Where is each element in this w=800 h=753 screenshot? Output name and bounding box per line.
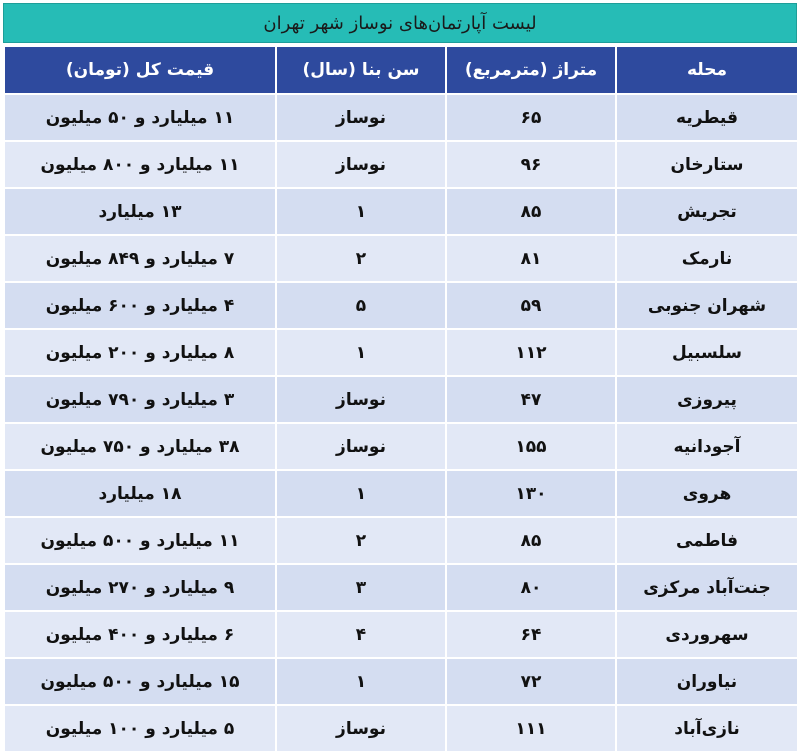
cell-price: ۱۵ میلیارد و ۵۰۰ میلیون bbox=[4, 658, 276, 705]
table-title-text: لیست آپارتمان‌های نوساز شهر تهران bbox=[263, 12, 537, 34]
table-title bbox=[3, 3, 797, 43]
cell-neighborhood: نیاوران bbox=[616, 658, 798, 705]
cell-age: نوساز bbox=[276, 94, 446, 141]
column-header-price: قیمت کل (تومان) bbox=[4, 46, 276, 94]
cell-area: ۸۵ bbox=[446, 517, 616, 564]
cell-neighborhood: تجریش bbox=[616, 188, 798, 235]
cell-price: ۳۸ میلیارد و ۷۵۰ میلیون bbox=[4, 423, 276, 470]
cell-area: ۱۱۲ bbox=[446, 329, 616, 376]
cell-age: ۳ bbox=[276, 564, 446, 611]
table-row bbox=[4, 235, 798, 282]
cell-area: ۵۹ bbox=[446, 282, 616, 329]
cell-age: ۱ bbox=[276, 658, 446, 705]
table-row bbox=[4, 564, 798, 611]
cell-price: ۸ میلیارد و ۲۰۰ میلیون bbox=[4, 329, 276, 376]
cell-neighborhood: آجودانیه bbox=[616, 423, 798, 470]
column-header-area: متراژ (مترمربع) bbox=[446, 46, 616, 94]
table-row bbox=[4, 282, 798, 329]
cell-age: ۱ bbox=[276, 329, 446, 376]
cell-price: ۳ میلیارد و ۷۹۰ میلیون bbox=[4, 376, 276, 423]
apartments-table bbox=[3, 45, 799, 753]
cell-area: ۸۱ bbox=[446, 235, 616, 282]
cell-age: نوساز bbox=[276, 376, 446, 423]
cell-price: ۴ میلیارد و ۶۰۰ میلیون bbox=[4, 282, 276, 329]
table-row bbox=[4, 470, 798, 517]
table-row bbox=[4, 329, 798, 376]
cell-neighborhood: سلسبیل bbox=[616, 329, 798, 376]
column-header-age: سن بنا (سال) bbox=[276, 46, 446, 94]
cell-area: ۹۶ bbox=[446, 141, 616, 188]
cell-age: ۵ bbox=[276, 282, 446, 329]
table-row bbox=[4, 94, 798, 141]
cell-neighborhood: ستارخان bbox=[616, 141, 798, 188]
cell-age: نوساز bbox=[276, 423, 446, 470]
cell-price: ۱۳ میلیارد bbox=[4, 188, 276, 235]
table-row bbox=[4, 141, 798, 188]
cell-neighborhood: نارمک bbox=[616, 235, 798, 282]
cell-price: ۷ میلیارد و ۸۴۹ میلیون bbox=[4, 235, 276, 282]
cell-area: ۸۰ bbox=[446, 564, 616, 611]
cell-price: ۱۱ میلیارد و ۸۰۰ میلیون bbox=[4, 141, 276, 188]
cell-age: ۲ bbox=[276, 517, 446, 564]
cell-age: ۲ bbox=[276, 235, 446, 282]
cell-area: ۷۲ bbox=[446, 658, 616, 705]
cell-price: ۱۸ میلیارد bbox=[4, 470, 276, 517]
cell-neighborhood: پیروزی bbox=[616, 376, 798, 423]
table-row bbox=[4, 188, 798, 235]
cell-neighborhood: نازی‌آباد bbox=[616, 705, 798, 752]
header-row bbox=[4, 46, 798, 94]
cell-age: ۴ bbox=[276, 611, 446, 658]
cell-neighborhood: قیطریه bbox=[616, 94, 798, 141]
cell-area: ۱۵۵ bbox=[446, 423, 616, 470]
cell-price: ۱۱ میلیارد و ۵۰ میلیون bbox=[4, 94, 276, 141]
cell-price: ۵ میلیارد و ۱۰۰ میلیون bbox=[4, 705, 276, 752]
cell-neighborhood: سهروردی bbox=[616, 611, 798, 658]
table-row bbox=[4, 517, 798, 564]
table-row bbox=[4, 423, 798, 470]
table-row bbox=[4, 376, 798, 423]
cell-neighborhood: شهران جنوبی bbox=[616, 282, 798, 329]
cell-age: ۱ bbox=[276, 470, 446, 517]
cell-area: ۴۷ bbox=[446, 376, 616, 423]
cell-price: ۱۱ میلیارد و ۵۰۰ میلیون bbox=[4, 517, 276, 564]
cell-area: ۱۳۰ bbox=[446, 470, 616, 517]
column-header-neighborhood: محله bbox=[616, 46, 798, 94]
table-row bbox=[4, 658, 798, 705]
cell-area: ۸۵ bbox=[446, 188, 616, 235]
cell-neighborhood: فاطمی bbox=[616, 517, 798, 564]
cell-age: نوساز bbox=[276, 705, 446, 752]
cell-price: ۹ میلیارد و ۲۷۰ میلیون bbox=[4, 564, 276, 611]
cell-area: ۶۵ bbox=[446, 94, 616, 141]
cell-price: ۶ میلیارد و ۴۰۰ میلیون bbox=[4, 611, 276, 658]
cell-area: ۶۴ bbox=[446, 611, 616, 658]
cell-neighborhood: هروی bbox=[616, 470, 798, 517]
cell-neighborhood: جنت‌آباد مرکزی bbox=[616, 564, 798, 611]
cell-area: ۱۱۱ bbox=[446, 705, 616, 752]
cell-age: نوساز bbox=[276, 141, 446, 188]
table-row bbox=[4, 611, 798, 658]
table-row bbox=[4, 705, 798, 752]
cell-age: ۱ bbox=[276, 188, 446, 235]
